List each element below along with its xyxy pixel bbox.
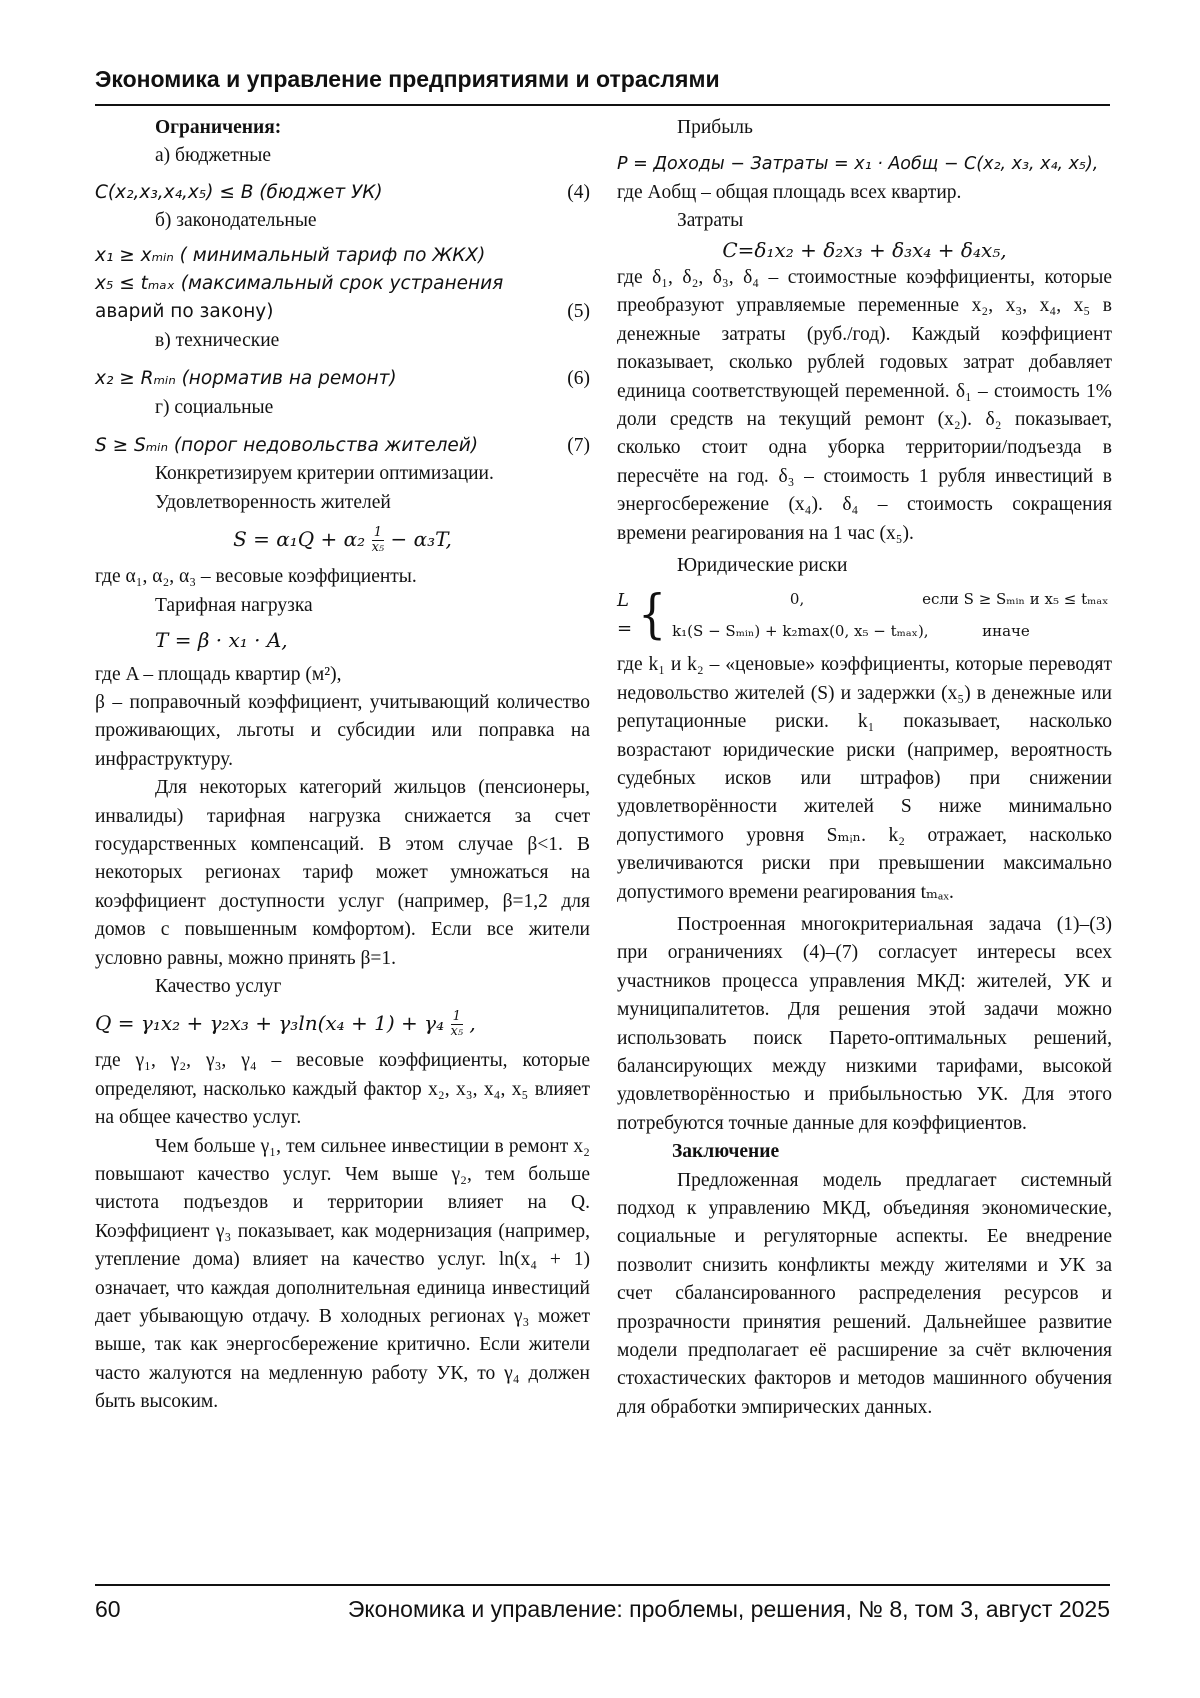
formula-4-number: (4): [567, 181, 590, 203]
formula-6-text: x₂ ≥ Rₘᵢₙ (норматив на ремонт): [95, 368, 397, 390]
criteria-text: Конкретизируем критерии оптимизации.: [155, 463, 494, 485]
formula-4-text: C(x₂,x₃,x₄,x₅) ≤ B (бюджет УК): [95, 181, 383, 203]
legal-condition-2: иначе: [982, 621, 1030, 640]
profit-heading: Прибыль: [677, 117, 753, 138]
formula-legal: [617, 585, 1112, 646]
formula-quality: [95, 1009, 590, 1039]
conclusion-paragraph: Предложенная модель предлагает системный подход к управлению МКД, объединяя экономические, социальные и регуляторные аспекты. Ее внедрение позволит снизить конфликты между жителями и УК за счет сбалансированного распределения ресурсов и прозрачности принятия решений. Дальнейшее развитие модели предполагает её расширение за счёт включения стохастических факторов и методов машинного обучения для обработки эмпирических данных.: [617, 1169, 1112, 1418]
formula-legal-lhs: L =: [617, 589, 633, 639]
tariff-heading: Тарифная нагрузка: [155, 594, 313, 616]
formula-q-frac-bottom: x₅: [450, 1024, 464, 1040]
formula-5c: [95, 298, 590, 326]
gamma-paragraph: Чем больше γ₁, тем сильнее инвестиции в ремонт x₂ повышают качество услуг. Чем выше γ₂, тем больше чистота подъездов и территории влияет на Q. Коэффициент γ₃ показывает, как модернизация (например, утепление дома) влияет на качество услуг. ln(x₄ + 1) означает, что каждая дополнительная единица инвестиций дает убывающую отдачу. В холодных регионах γ₃ может выше, так как энергосбережение критично. Если жители часто жалуются на медленную работу УК, то γ₄ должен быть высоким.: [95, 1135, 590, 1413]
constraints-heading: Ограничения:: [155, 117, 282, 138]
satisfaction-heading: Удовлетворенность жителей: [155, 491, 391, 513]
conclusion-heading: Заключение: [672, 1141, 780, 1163]
legal-heading: Юридические риски: [677, 555, 848, 577]
costs-heading: Затраты: [677, 210, 744, 232]
delta-text: где δ₁, δ₂, δ₃, δ₄ – стоимостные коэффициенты, которые преобразуют управляемые переменные x₂, x₃, x₄, x₅ в денежные затраты (руб./год). Каждый коэффициент показывает, сколько рублей годовых затрат добавляет единица соответствующей переменной. δ₁ – стоимость 1% доли средств на текущий ремонт (x₂). δ₂ показывает, сколько стоит одна уборка территории/подъезда в пересчёте на год. δ₃ – стоимость 1 рубля инвестиций в энергосбережение (x₄). δ₄ – стоимость сокращения времени реагирования на 1 час (x₅).: [617, 267, 1112, 544]
formula-6-number: (6): [567, 368, 590, 390]
formula-5a: [95, 242, 590, 270]
page-number: 60: [95, 1596, 121, 1622]
formula-7-number: (7): [567, 435, 590, 457]
left-brace: {: [638, 583, 667, 645]
formula-4: [95, 179, 590, 207]
running-header: Экономика и управление предприятиями и отраслями: [95, 66, 720, 92]
formula-5a-text: x₁ ≥ xₘᵢₙ ( минимальный тариф по ЖКХ): [95, 244, 486, 266]
formula-6: [95, 365, 590, 393]
formula-7-text: S ≥ Sₘᵢₙ (порог недовольства жителей): [95, 435, 479, 457]
formula-profit-text: P = Доходы − Затраты = x₁ · Aобщ − C(x₂, x₃, x₄, x₅),: [617, 154, 1099, 175]
footer-rule: [95, 1584, 1110, 1586]
alpha-text: где α₁, α₂, α₃ – весовые коэффициенты.: [95, 566, 417, 588]
area-text: где A – площадь квартир (м²),: [95, 663, 342, 685]
formula-5b-text: x₅ ≤ tₘₐₓ (максимальный срок устранения: [95, 273, 504, 295]
constraint-g-label: г) социальные: [155, 396, 274, 418]
formula-costs: C=δ₁x₂ + δ₂x₃ + δ₃x₄ + δ₄x₅,: [722, 237, 1007, 262]
aobsh-text: где Aобщ – общая площадь всех квартир.: [617, 181, 962, 203]
legal-condition-1: если S ≥ Sₘᵢₙ и x₅ ≤ tₘₐₓ: [922, 589, 1109, 608]
formula-q-fraction: [451, 1010, 464, 1039]
formula-5c-text: аварий по закону): [95, 301, 274, 323]
header-rule: [95, 104, 1110, 106]
right-column: [617, 114, 1112, 1422]
constraint-a-label: а) бюджетные: [155, 145, 272, 167]
formula-q-right: ,: [469, 1011, 476, 1036]
k-text: где k₁ и k₂ – «ценовые» коэффициенты, которые переводят недовольство жителей (S) и задержки (x₅) в денежные или репутационные риски. k₁ показывает, насколько возрастают юридические риски (например, вероятность судебных исков или штрафов) при снижении удовлетворённости жителей S ниже минимально допустимого уровня Sₘᵢₙ. k₂ отражает, насколько увеличиваются риски при превышении максимально допустимого времени реагирования tₘₐₓ.: [617, 654, 1112, 903]
gamma-text: где γ₁, γ₂, γ₃, γ₄ – весовые коэффициенты, которые определяют, насколько каждый фактор x₂, x₃, x₄, x₅ влияет на общее качество услуг.: [95, 1050, 590, 1129]
formula-q-frac-top: 1: [451, 1010, 464, 1025]
formula-profit: [617, 150, 1112, 178]
formula-s-right: − α₃T,: [390, 527, 452, 552]
formula-q-left: Q = γ₁x₂ + γ₂x₃ + γ₃ln(x₄ + 1) + γ₄: [95, 1011, 445, 1036]
formula-7: [95, 432, 590, 460]
legal-cases: [672, 585, 1112, 646]
legal-case-1: 0,: [789, 589, 805, 608]
formula-s-frac-bottom: x₅: [371, 540, 385, 556]
formula-s-fraction: [372, 526, 385, 555]
formula-5-number: (5): [567, 301, 590, 323]
constraint-v-label: в) технические: [155, 329, 280, 351]
quality-heading: Качество услуг: [155, 975, 282, 997]
formula-satisfaction: [95, 525, 590, 555]
categories-paragraph: Для некоторых категорий жильцов (пенсионеры, инвалиды) тарифная нагрузка снижается за счет государственных компенсаций. В этом случае β<1. В некоторых регионах тариф может умножаться на коэффициент доступности услуг (например, β=1,2 для домов с повышенным комфортом). Если все жители условно равны, можно принять β=1.: [95, 777, 590, 969]
beta-text: β – поправочный коэффициент, учитывающий количество проживающих, льготы и субсидии или поправка на инфраструктуру.: [95, 691, 590, 770]
legal-case-2: k₁(S − Sₘᵢₙ) + k₂max(0, x₅ − tₘₐₓ),: [672, 621, 929, 640]
formula-5b: [95, 270, 590, 298]
formula-s-left: S = α₁Q + α₂: [233, 527, 366, 552]
left-column: [95, 114, 590, 1417]
built-paragraph: Построенная многокритериальная задача (1)–(3) при ограничениях (4)–(7) согласует интересы всех участников процесса управления МКД: жителей, УК и муниципалитетов. Для решения этой задачи можно использовать поиск Парето-оптимальных решений, балансирующих между низкими тарифами, высокой удовлетворённостью и прибыльностью УК. Для этого потребуются точные данные для коэффициентов.: [617, 913, 1112, 1134]
journal-footer: Экономика и управление: проблемы, решения, № 8, том 3, август 2025: [347, 1596, 1110, 1622]
constraint-b-label: б) законодательные: [155, 210, 317, 232]
formula-tariff: T = β · x₁ · A,: [155, 628, 288, 653]
formula-s-frac-top: 1: [372, 526, 385, 541]
